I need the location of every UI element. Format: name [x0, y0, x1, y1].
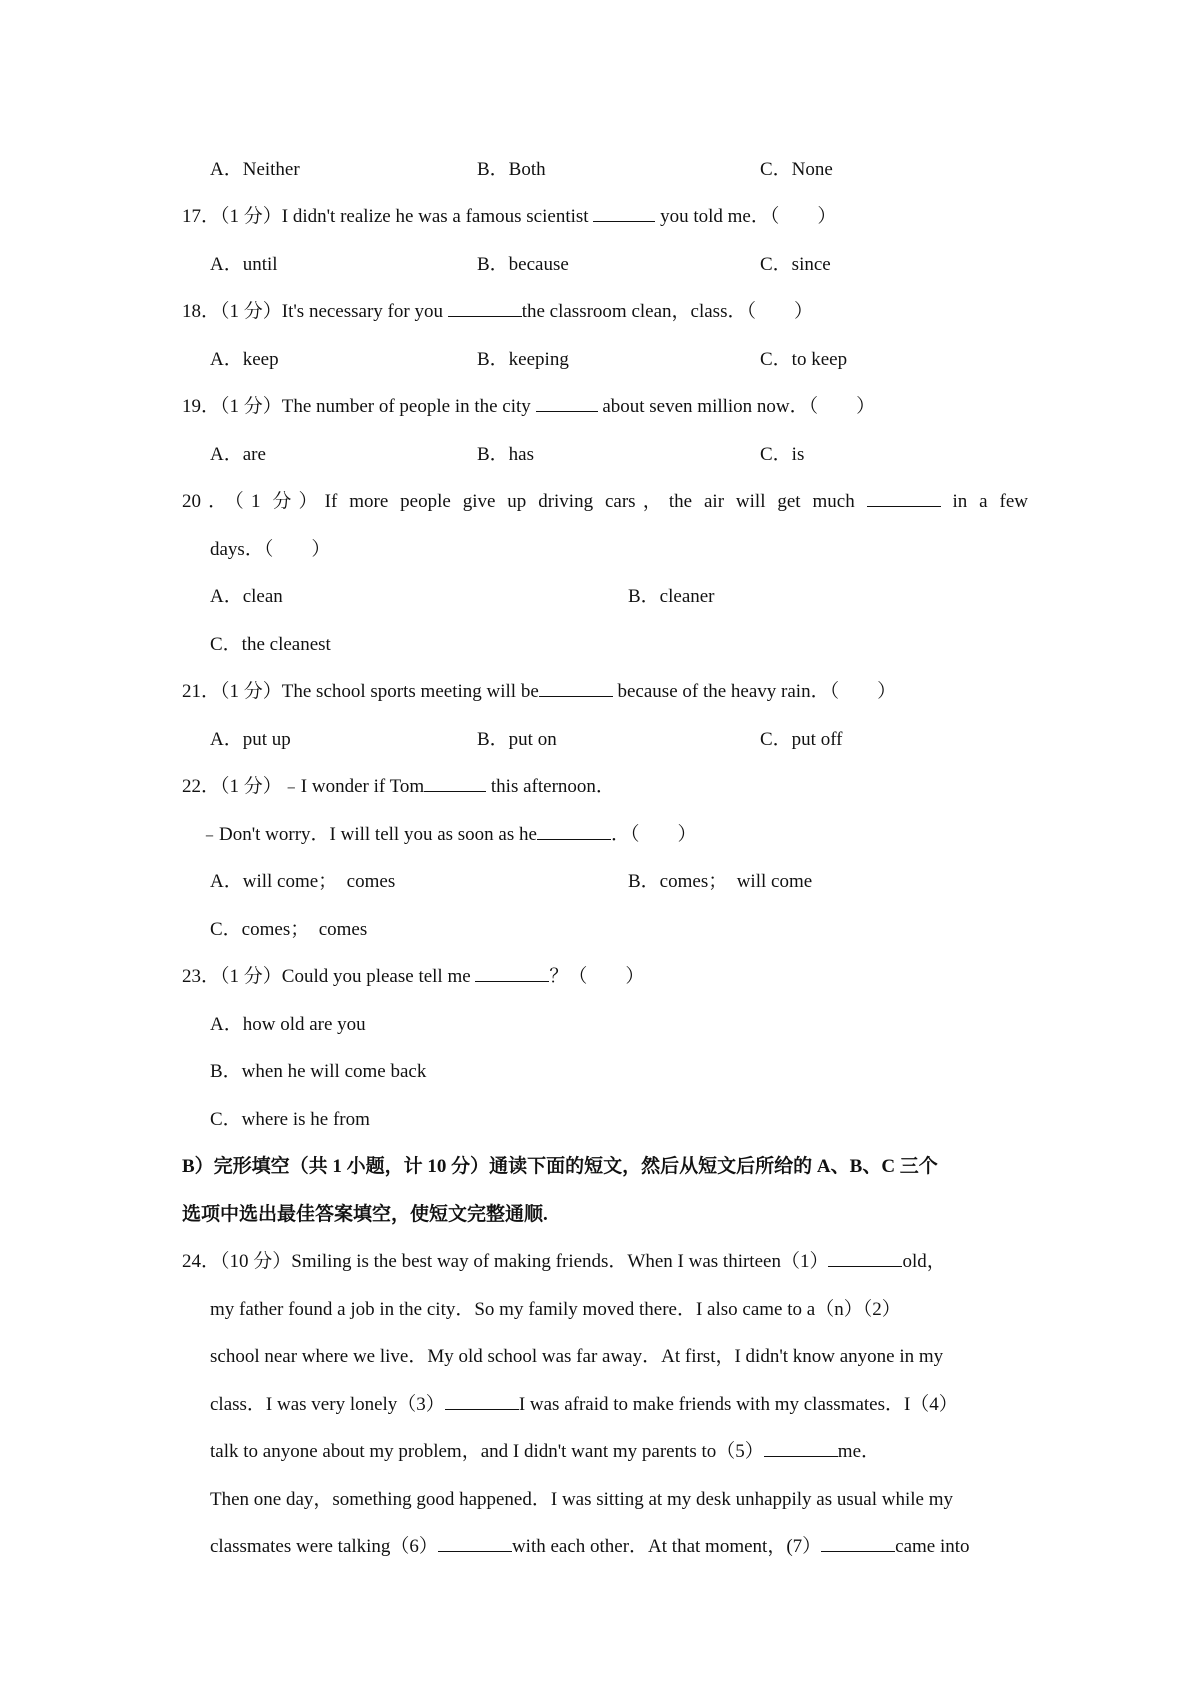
q17-stem: [182, 205, 836, 229]
q24-blank-6: [438, 1535, 512, 1552]
q18-text-before: It's necessary for you: [281, 301, 448, 322]
q23-blank: [475, 965, 549, 982]
q18-blank: [448, 300, 522, 317]
q24-blank-7: [821, 1535, 895, 1552]
q24-blank-3: [445, 1393, 519, 1410]
q21-option-a: A．put up: [210, 729, 291, 750]
q20-stem-continued: days．（ ）: [210, 539, 331, 560]
q18-text-after: the classroom clean，class．（ ）: [521, 301, 813, 322]
q24-l5-after: me．: [837, 1441, 881, 1462]
q23-option-c: C．where is he from: [210, 1109, 370, 1130]
q23-option-a: A．how old are you: [210, 1014, 366, 1035]
q22-line1-before: ﹣I wonder if Tom: [281, 776, 425, 797]
q24-number: 24．（10 分）: [182, 1251, 292, 1272]
q19-number: 19．（1 分）: [182, 396, 282, 417]
q22-blank-2: [537, 823, 611, 840]
q17-option-a: A．until: [210, 254, 278, 275]
q21-option-b: B．put on: [477, 729, 557, 750]
q22-stem-continued: [200, 823, 696, 847]
q17-option-b: B．because: [477, 254, 569, 275]
q24-l1-before: Smiling is the best way of making friends．When I was thirteen（1）: [291, 1251, 829, 1272]
q20-option-a: A．clean: [210, 586, 283, 607]
q17-number: 17．（1 分）: [182, 206, 282, 227]
q16-option-c: C．None: [760, 159, 833, 180]
q20-option-b: B．cleaner: [628, 586, 715, 607]
q22-option-a: A．will come； comes: [210, 871, 396, 892]
q20-option-c: C．the cleanest: [210, 634, 331, 655]
q24-blank-1: [828, 1250, 902, 1267]
q19-text-before: The number of people in the city: [281, 396, 536, 417]
q21-option-c: C．put off: [760, 729, 843, 750]
q18-option-a: A．keep: [210, 349, 279, 370]
q17-option-c: C．since: [760, 254, 831, 275]
q24-l7-before: classmates were talking（6）: [210, 1536, 438, 1557]
q22-line2-before: ﹣Don't worry．I will tell you as soon as he: [200, 824, 537, 845]
q19-text-after: about seven million now．（ ）: [597, 396, 876, 417]
q18-option-c: C．to keep: [760, 349, 848, 370]
q20-number: 20．（1 分）: [182, 491, 325, 512]
q23-text-before: Could you please tell me: [281, 966, 476, 987]
q24-l4-before: class．I was very lonely（3）: [210, 1394, 445, 1415]
q24-passage-line-1: [182, 1250, 946, 1274]
q22-option-c: C．comes； comes: [210, 919, 368, 940]
q22-line2-after: ．（ ）: [610, 824, 697, 845]
q19-option-c: C．is: [760, 444, 805, 465]
q23-option-b: B．when he will come back: [210, 1061, 427, 1082]
q24-l7-mid: with each other．At that moment，(7）: [511, 1536, 822, 1557]
q21-number: 21．（1 分）: [182, 681, 282, 702]
q24-l1-after: old，: [902, 1251, 946, 1272]
q21-text-after: because of the heavy rain．（ ）: [612, 681, 897, 702]
q19-stem: [182, 395, 875, 419]
q19-blank: [536, 395, 598, 412]
q24-blank-5: [764, 1440, 838, 1457]
q24-passage-line-6: Then one day，something good happened．I was sitting at my desk unhappily as usual while my: [210, 1489, 953, 1510]
q20-stem: [182, 490, 1028, 514]
q17-text-before: I didn't realize he was a famous scientist: [281, 206, 594, 227]
q24-passage-line-4: [210, 1393, 958, 1417]
q23-number: 23．（1 分）: [182, 966, 282, 987]
q20-text-after: in a few: [940, 491, 1028, 512]
q18-number: 18．（1 分）: [182, 301, 282, 322]
q19-option-a: A．are: [210, 444, 266, 465]
q17-blank: [593, 205, 655, 222]
q16-option-a: A．Neither: [210, 159, 300, 180]
q22-blank-1: [424, 775, 486, 792]
q18-stem: [182, 300, 813, 324]
section-b-heading-continued: 选项中选出最佳答案填空，使短文完整通顺.: [182, 1204, 548, 1225]
q24-passage-line-2: my father found a job in the city．So my family moved there．I also came to a（n）（2）: [210, 1299, 901, 1320]
q17-text-after: you told me．（ ）: [655, 206, 837, 227]
q24-l4-after: I was afraid to make friends with my classmates．I（4）: [518, 1394, 958, 1415]
q24-l7-after: came into: [895, 1536, 970, 1557]
q22-option-b: B．comes； will come: [628, 871, 813, 892]
q22-number: 22．（1 分）: [182, 776, 282, 797]
q24-passage-line-7: [210, 1535, 970, 1559]
q21-text-before: The school sports meeting will be: [281, 681, 539, 702]
q21-blank: [539, 680, 613, 697]
q18-option-b: B．keeping: [477, 349, 569, 370]
q21-stem: [182, 680, 896, 704]
q24-passage-line-3: school near where we live．My old school was far away．At first，I didn't know anyone in my: [210, 1346, 944, 1367]
section-b-heading: B）完形填空（共 1 小题，计 10 分）通读下面的短文，然后从短文后所给的 A、B、C 三个: [182, 1156, 938, 1177]
q20-blank: [867, 490, 941, 507]
q19-option-b: B．has: [477, 444, 535, 465]
q24-l5-before: talk to anyone about my problem，and I didn't want my parents to（5）: [210, 1441, 764, 1462]
q16-option-b: B．Both: [477, 159, 546, 180]
q22-line1-after: this afternoon．: [486, 776, 615, 797]
q23-text-after: ？（ ）: [549, 966, 645, 987]
q23-stem: [182, 965, 644, 989]
q24-passage-line-5: [210, 1440, 880, 1464]
q22-stem: [182, 775, 615, 799]
q20-text-before: If more people give up driving cars，the air will get much: [324, 491, 867, 512]
